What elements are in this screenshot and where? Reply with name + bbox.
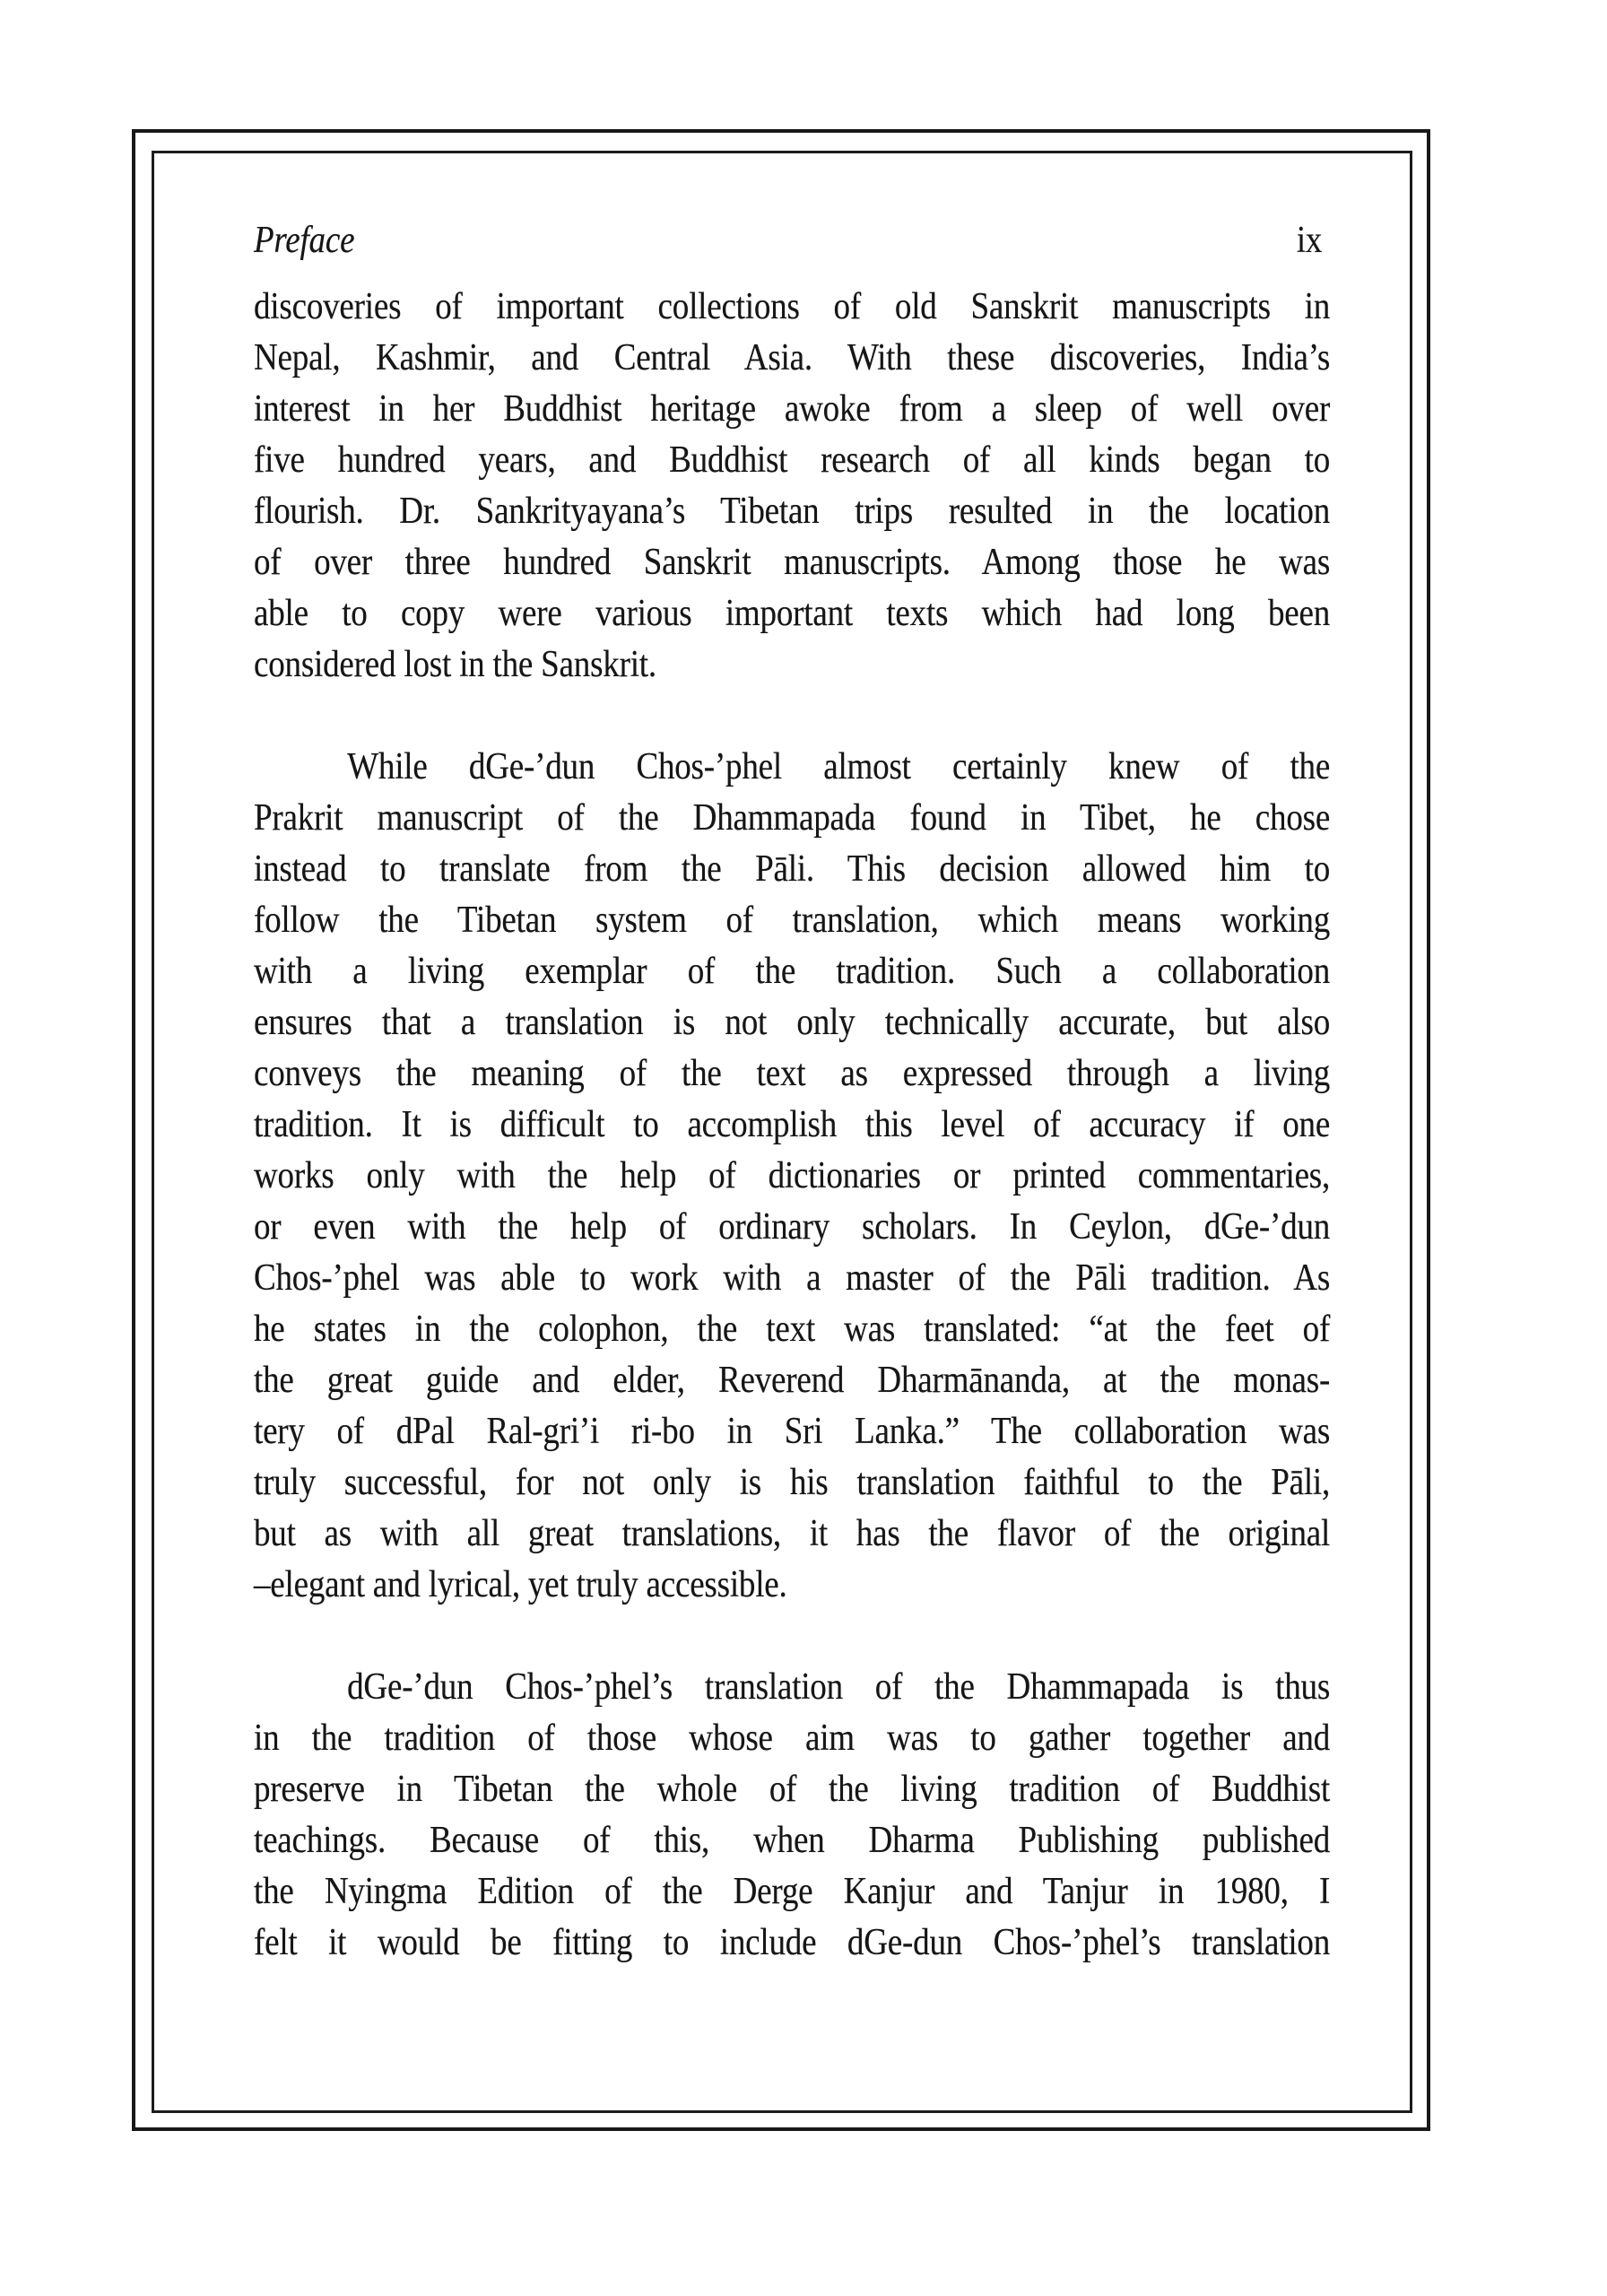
text-line: the great guide and elder, Reverend Dharmānanda, at the monas- xyxy=(254,1360,1331,1401)
text-line: able to copy were various important texts which had long been xyxy=(254,593,1331,634)
text-line: tradition. It is difficult to accomplish this level of accuracy if one xyxy=(254,1104,1331,1145)
text-line: preserve in Tibetan the whole of the living tradition of Buddhist xyxy=(254,1769,1331,1810)
text-line: Nepal, Kashmir, and Central Asia. With these discoveries, India’s xyxy=(254,337,1331,378)
text-line: five hundred years, and Buddhist research of all kinds began to xyxy=(254,439,1331,481)
text-line: Chos-’phel was able to work with a master of the Pāli tradition. As xyxy=(254,1257,1331,1299)
text-line: flourish. Dr. Sankrityayana’s Tibetan trips resulted in the location xyxy=(254,491,1331,532)
text-line: the Nyingma Edition of the Derge Kanjur and Tanjur in 1980, I xyxy=(254,1871,1331,1912)
text-line: works only with the help of dictionaries or printed commentaries, xyxy=(254,1155,1331,1196)
text-line: teachings. Because of this, when Dharma Publishing published xyxy=(254,1820,1331,1861)
text-line: he states in the colophon, the text was translated: “at the feet of xyxy=(254,1309,1331,1350)
text-line: but as with all great translations, it has the flavor of the original xyxy=(254,1513,1331,1554)
text-line: in the tradition of those whose aim was to gather together and xyxy=(254,1718,1331,1759)
paragraph-3 xyxy=(254,1662,1330,1969)
text-line: Prakrit manuscript of the Dhammapada found in Tibet, he chose xyxy=(254,797,1331,839)
text-line: ensures that a translation is not only technically accurate, but also xyxy=(254,1002,1331,1043)
page-number: ix xyxy=(1296,220,1323,261)
text-line: –elegant and lyrical, yet truly accessible. xyxy=(254,1564,787,1605)
running-header xyxy=(254,215,1330,266)
text-line: follow the Tibetan system of translation, which means working xyxy=(254,900,1331,941)
text-line: tery of dPal Ral-gri’i ri-bo in Sri Lanka.” The collaboration was xyxy=(254,1411,1331,1452)
text-line: discoveries of important collections of old Sanskrit manuscripts in xyxy=(254,286,1331,327)
text-line: interest in her Buddhist heritage awoke from a sleep of well over xyxy=(254,388,1331,430)
text-line: While dGe-’dun Chos-’phel almost certainly knew of the xyxy=(347,746,1331,787)
text-line: of over three hundred Sanskrit manuscripts. Among those he was xyxy=(254,542,1331,583)
text-line: instead to translate from the Pāli. This decision allowed him to xyxy=(254,848,1331,890)
paragraph-2 xyxy=(254,742,1330,1611)
text-line: conveys the meaning of the text as expressed through a living xyxy=(254,1053,1331,1094)
text-line: truly successful, for not only is his translation faithful to the Pāli, xyxy=(254,1462,1331,1503)
paragraph-1 xyxy=(254,282,1330,691)
section-title: Preface xyxy=(254,220,355,261)
text-line: felt it would be fitting to include dGe-dun Chos-’phel’s translation xyxy=(254,1922,1331,1963)
text-line: considered lost in the Sanskrit. xyxy=(254,644,656,685)
text-line: dGe-’dun Chos-’phel’s translation of the Dhammapada is thus xyxy=(347,1666,1331,1708)
text-line: with a living exemplar of the tradition. Such a collaboration xyxy=(254,951,1331,992)
text-line: or even with the help of ordinary scholars. In Ceylon, dGe-’dun xyxy=(254,1206,1331,1248)
